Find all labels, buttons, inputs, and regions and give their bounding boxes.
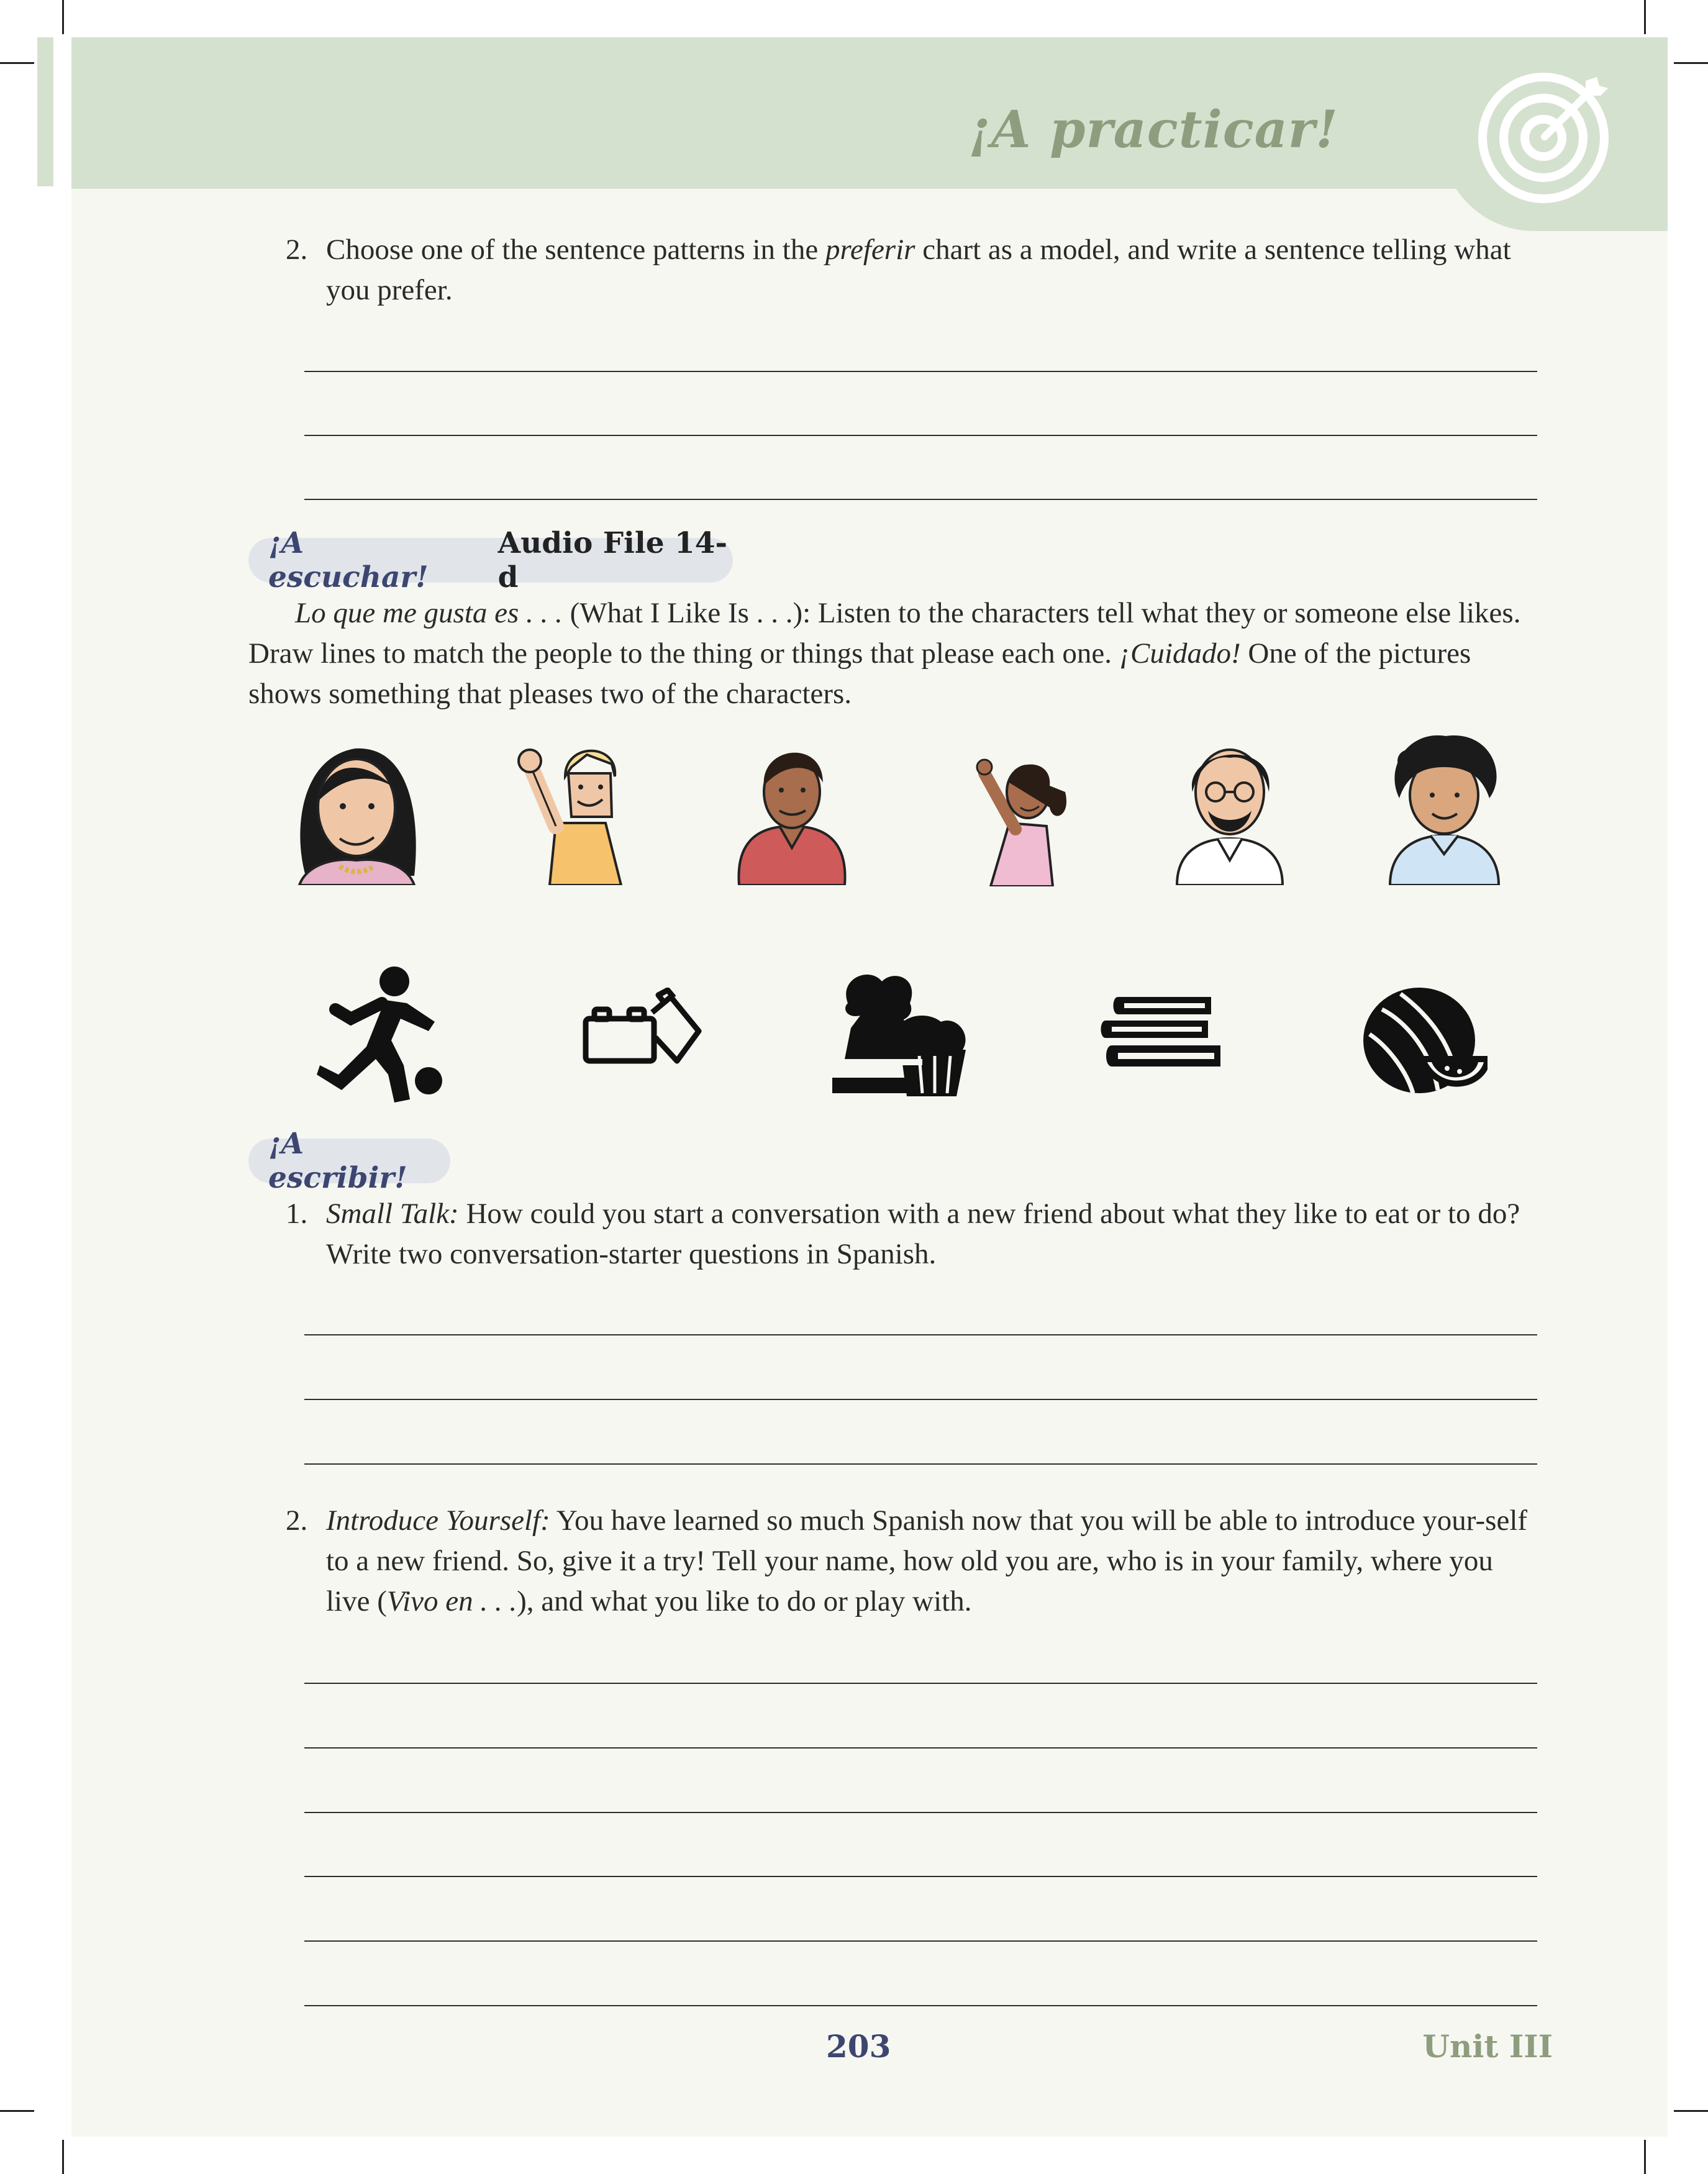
text-run: You have learned so much Spanish now that you will be able to introduce your-self to a new friend. So, give it a try! Tell your name, how old you are, who is in your family, where you live (	[326, 1504, 1528, 1617]
text-run: Choose one of the sentence patterns in the	[326, 234, 825, 266]
text-run: One of the pictures shows something that pleases two of the characters.	[248, 637, 1471, 710]
listen-instructions	[248, 593, 1540, 714]
boy-waving-icon[interactable]	[512, 730, 640, 885]
answer-line[interactable]	[304, 2005, 1537, 2006]
text-run: How could you start a conversation with a new friend about what they like to eat or to do? Write two conversation-starter questions in Spanish.	[326, 1198, 1520, 1270]
write-item-1-text	[326, 1194, 1543, 1275]
woman-icon[interactable]	[287, 733, 427, 885]
crop-mark	[0, 2110, 34, 2112]
crop-mark	[1674, 2110, 1708, 2112]
section-label: ¡A escuchar!	[268, 526, 429, 594]
soccer-player-icon[interactable]	[314, 966, 447, 1106]
listen-section-pill	[248, 526, 733, 594]
crop-mark	[0, 62, 34, 64]
answer-line[interactable]	[304, 1812, 1537, 1813]
text-run: chart as a model, and write a sentence telling what you prefer.	[326, 234, 1511, 306]
building-blocks-icon[interactable]	[581, 988, 702, 1068]
crop-mark	[1644, 0, 1646, 34]
write-item-2-text	[326, 1501, 1543, 1622]
text-emphasis: preferir	[825, 234, 915, 266]
header-band	[71, 37, 1668, 189]
man-red-shirt-icon[interactable]	[730, 733, 854, 885]
item-number: 2.	[286, 1504, 308, 1537]
crop-mark	[62, 2140, 64, 2174]
text-run: (What I Like Is . . .): Listen to the characters tell what they or someone else likes. Draw lines to match the people to the thing or things that please each one.	[248, 597, 1521, 670]
answer-line[interactable]	[304, 1399, 1537, 1400]
practice-item-2-text	[326, 230, 1537, 311]
text-emphasis: Introduce Yourself:	[326, 1504, 550, 1537]
item-number: 1.	[286, 1198, 308, 1230]
item-number: 2.	[286, 234, 308, 266]
text-emphasis: Small Talk:	[326, 1198, 459, 1230]
answer-line[interactable]	[304, 1940, 1537, 1942]
text-emphasis: ¡Cuidado!	[1119, 637, 1241, 670]
answer-line[interactable]	[304, 371, 1537, 372]
desserts-icon[interactable]	[832, 966, 972, 1103]
answer-line[interactable]	[304, 435, 1537, 436]
section-label: ¡A escribir!	[268, 1127, 407, 1195]
answer-line[interactable]	[304, 499, 1537, 500]
crop-mark	[1644, 2140, 1646, 2174]
girl-pointing-icon[interactable]	[966, 748, 1074, 886]
answer-line[interactable]	[304, 1876, 1537, 1877]
answer-line[interactable]	[304, 1683, 1537, 1684]
unit-label: Unit III	[1422, 2028, 1553, 2065]
page-title: ¡A practicar!	[968, 100, 1338, 160]
watermelon-icon[interactable]	[1363, 985, 1488, 1103]
text-emphasis: Lo que me gusta es . . .	[295, 597, 563, 629]
crop-mark	[62, 0, 64, 34]
page-number: 203	[826, 2028, 891, 2065]
text-emphasis: Vivo en . . .	[386, 1585, 517, 1617]
header-side-bar	[37, 37, 53, 186]
answer-line[interactable]	[304, 1334, 1537, 1335]
text-run: ), and what you like to do or play with.	[517, 1585, 972, 1617]
answer-line[interactable]	[304, 1463, 1537, 1465]
curly-haired-boy-icon[interactable]	[1384, 730, 1505, 885]
books-icon[interactable]	[1099, 997, 1224, 1071]
target-icon	[1475, 62, 1618, 205]
crop-mark	[1674, 62, 1708, 64]
man-glasses-icon[interactable]	[1171, 730, 1289, 885]
write-section-pill	[248, 1127, 450, 1195]
audio-file-label[interactable]: Audio File 14-d	[497, 526, 727, 594]
answer-line[interactable]	[304, 1747, 1537, 1749]
